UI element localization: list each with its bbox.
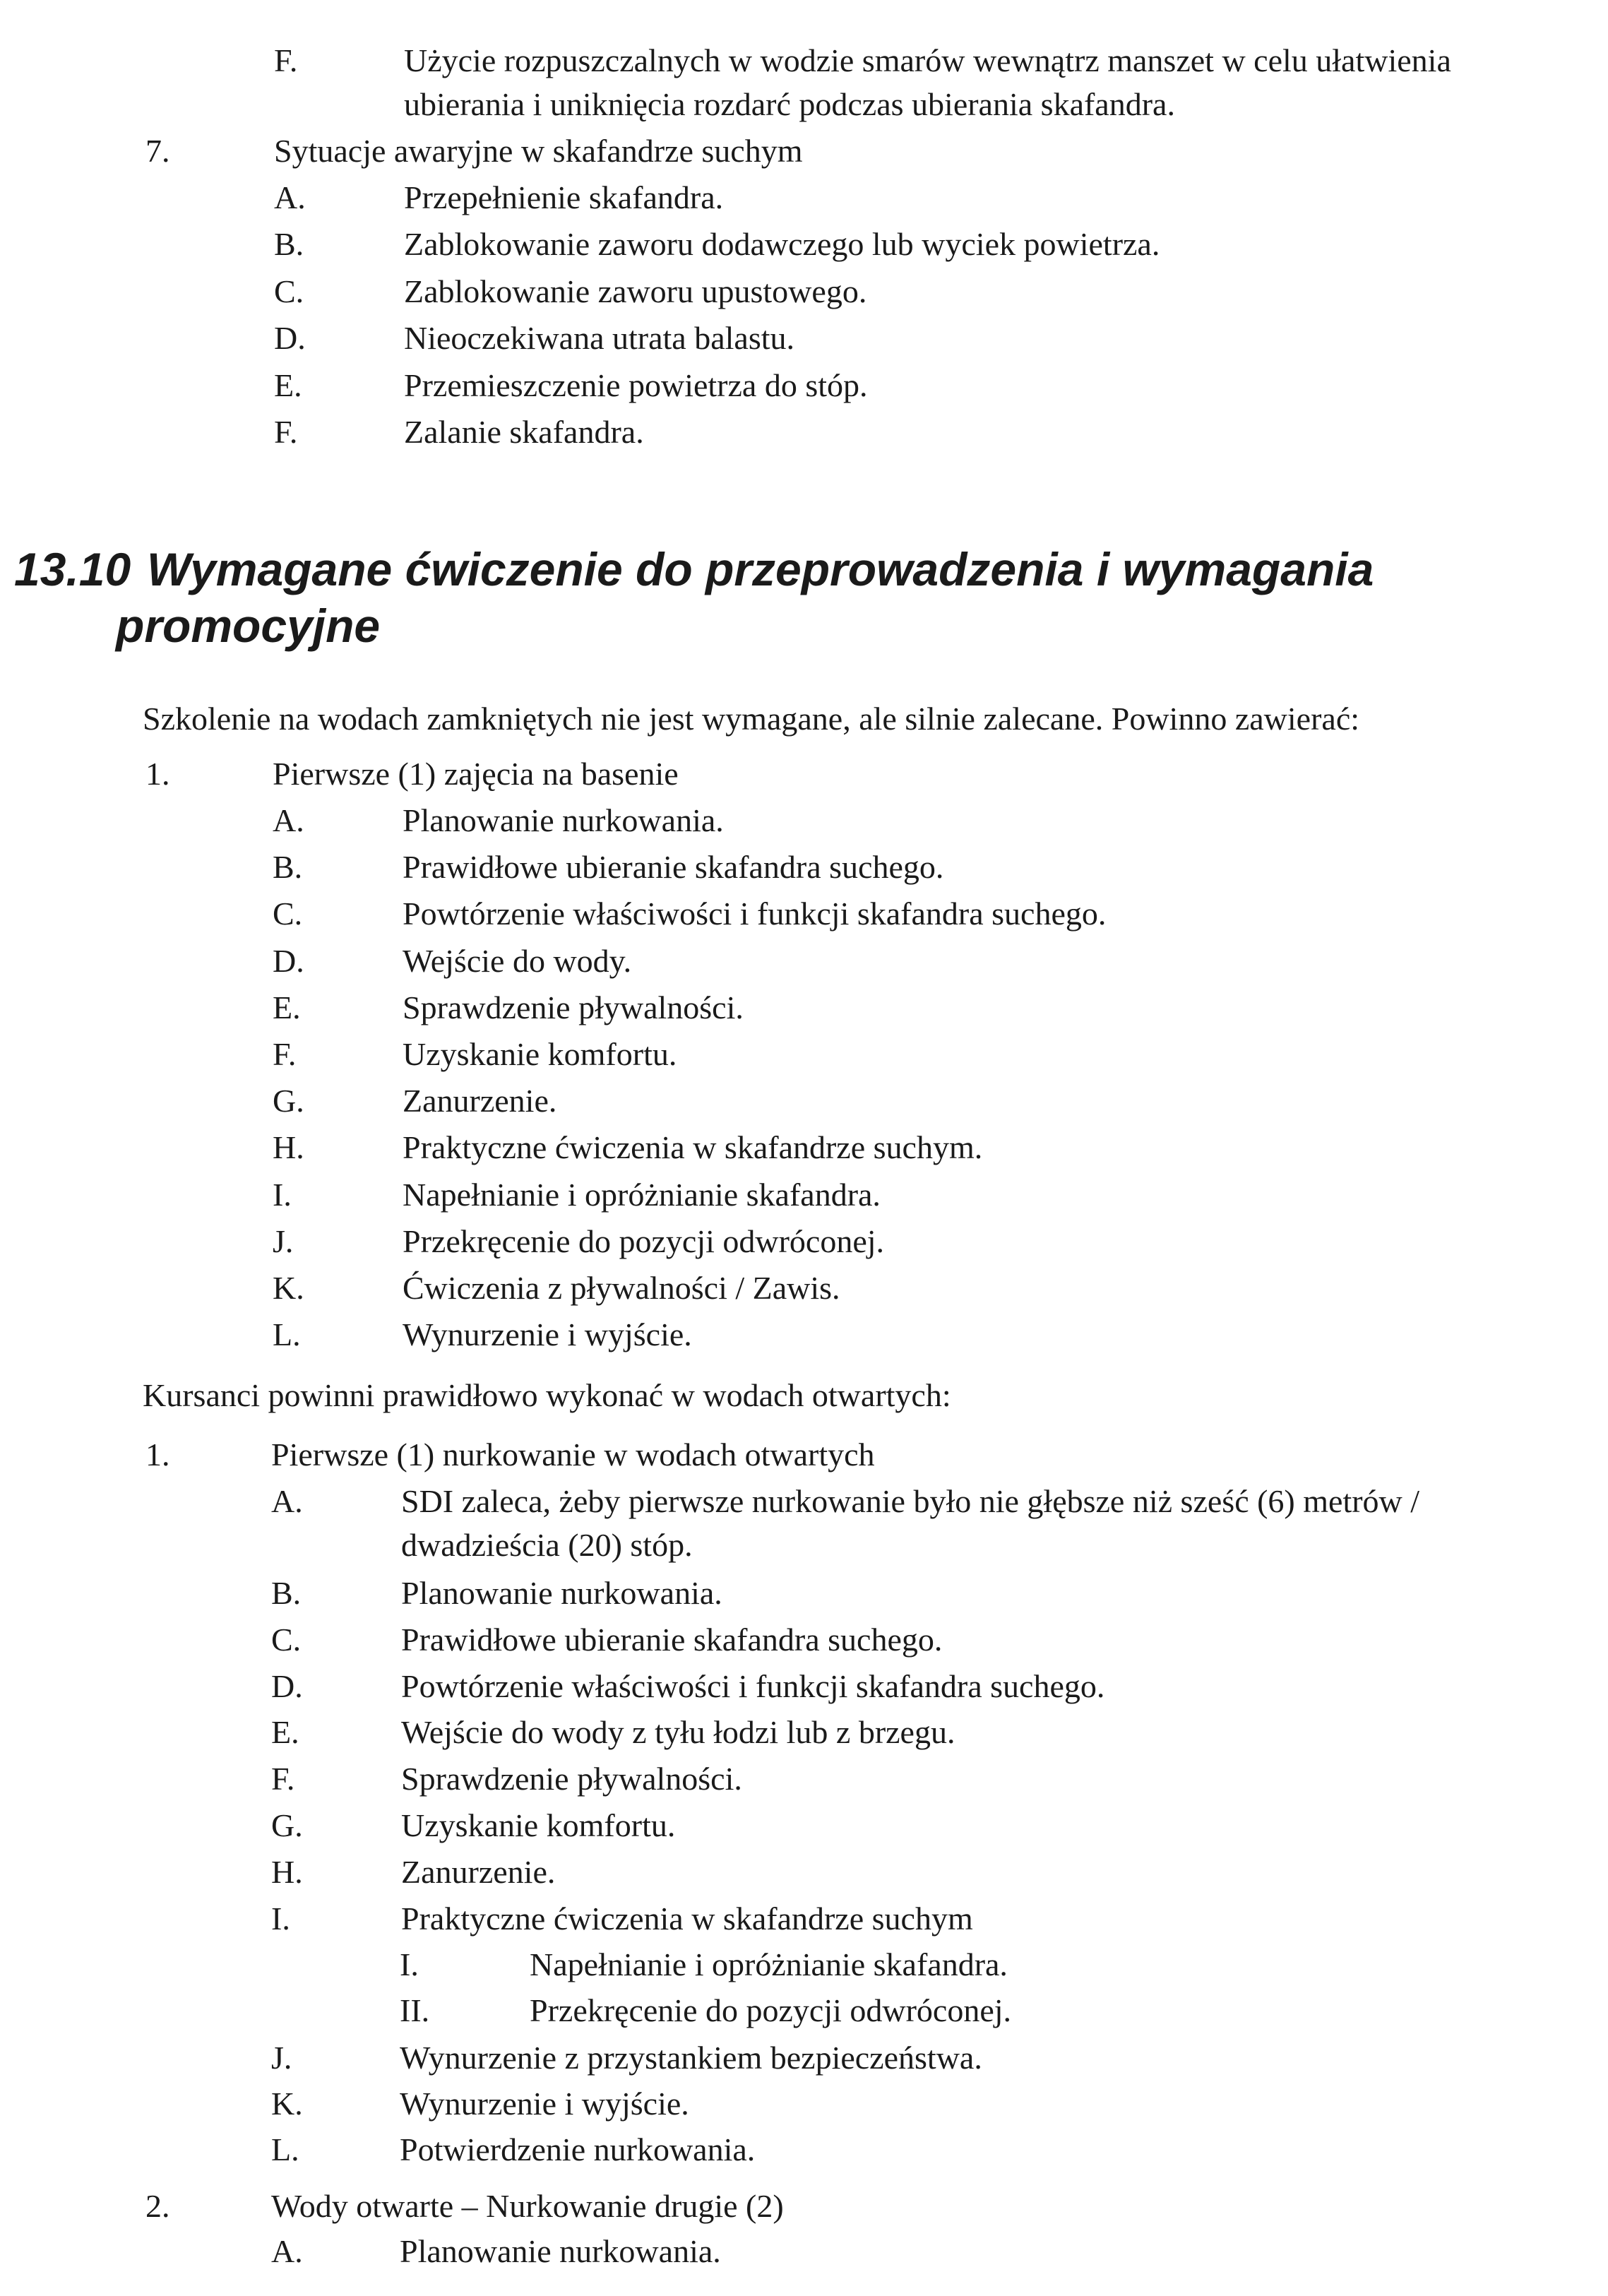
list-item (271, 1758, 1542, 1800)
item-label: C. (273, 896, 303, 932)
item-text: Użycie rozpuszczalnych w wodzie smarów wewnątrz manszet w celu ułatwienia (404, 42, 1451, 78)
item-label: H. (273, 1129, 304, 1166)
item-label: D. (274, 320, 306, 357)
list-item (271, 1804, 1542, 1847)
item-label: F. (271, 1761, 295, 1797)
list-item (274, 223, 1545, 266)
item-text: Zanurzenie. (403, 1083, 557, 1119)
item-text: Wynurzenie i wyjście. (400, 2086, 689, 2122)
item-label: B. (274, 226, 304, 263)
list-item (271, 1619, 1542, 1661)
list-item (145, 1434, 1417, 1476)
item-label: A. (273, 802, 304, 838)
item-text: Planowanie nurkowania. (401, 1575, 722, 1611)
item-label: G. (273, 1083, 304, 1119)
section-title: Wymagane ćwiczenie do przeprowadzenia i wymagania (147, 543, 1374, 595)
item-label: D. (273, 942, 304, 979)
section-title-continued: promocyjne (116, 600, 381, 652)
item-text: Prawidłowe ubieranie skafandra suchego. (401, 1621, 943, 1658)
item-text: Uzyskanie komfortu. (401, 1807, 676, 1843)
item-label: I. (271, 1900, 290, 1937)
item-text: Zablokowanie zaworu dodawczego lub wyciek powietrza. (404, 226, 1160, 263)
item-text: Zanurzenie. (401, 1853, 556, 1890)
item-label: L. (273, 1316, 301, 1353)
item-text: Zalanie skafandra. (404, 414, 644, 450)
list-item (271, 2230, 1542, 2273)
item-label: A. (274, 179, 306, 215)
item-label: II. (400, 1992, 430, 2028)
item-text: Uzyskanie komfortu. (403, 1036, 677, 1072)
item-number: 7. (145, 133, 170, 169)
list-item (271, 1480, 1585, 1568)
item-label: E. (271, 1714, 299, 1751)
list-item (274, 411, 1545, 453)
list-item (271, 1665, 1542, 1708)
list-item (274, 270, 1545, 313)
item-text: Nieoczekiwana utrata balastu. (404, 320, 795, 357)
item-label: H. (271, 1853, 303, 1890)
item-text: Przekręcenie do pozycji odwróconej. (403, 1223, 885, 1259)
item-label: C. (271, 1621, 302, 1658)
item-label: I. (273, 1176, 292, 1213)
list-item (274, 317, 1545, 359)
item-text: SDI zaleca, żeby pierwsze nurkowanie było nie głębsze niż sześć (6) metrów / (401, 1483, 1420, 1519)
item-text: Powtórzenie właściwości i funkcji skafandra suchego. (401, 1667, 1105, 1704)
item-text: Przepełnienie skafandra. (404, 179, 724, 215)
item-text: Wynurzenie i wyjście. (403, 1316, 692, 1353)
item-label: E. (273, 989, 301, 1025)
list-item (271, 1851, 1542, 1893)
list-item (145, 130, 1417, 172)
item-text: Przekręcenie do pozycji odwróconej. (530, 1992, 1012, 2028)
item-text: Ćwiczenia z pływalności / Zawis. (403, 1270, 840, 1306)
list-item (273, 1314, 1544, 1356)
item-text: Wynurzenie z przystankiem bezpieczeństwa. (400, 2040, 982, 2076)
item-text: Napełnianie i opróżnianie skafandra. (530, 1946, 1008, 1982)
list-item (273, 1080, 1544, 1122)
list-item (273, 893, 1544, 935)
item-text: Wejście do wody. (403, 942, 632, 979)
item-text: Planowanie nurkowania. (403, 802, 724, 838)
list-item (271, 1572, 1542, 1614)
paragraph: Kursanci powinni prawidłowo wykonać w wodach otwartych: (143, 1377, 951, 1413)
item-number: 1. (145, 756, 170, 792)
paragraph: Szkolenie na wodach zamkniętych nie jest wymagane, ale silnie zalecane. Powinno zawierać: (143, 701, 1360, 737)
item-label: J. (273, 1223, 294, 1259)
item-text: Praktyczne ćwiczenia w skafandrze suchym. (403, 1129, 983, 1166)
list-item (271, 2129, 1542, 2171)
item-text: Sprawdzenie pływalności. (403, 989, 744, 1025)
list-item (274, 40, 1580, 124)
list-item (145, 2185, 1417, 2227)
item-label: L. (271, 2131, 299, 2167)
list-item (271, 2083, 1542, 2125)
item-number: 1. (145, 1437, 170, 1473)
list-item (273, 1220, 1544, 1263)
list-item (273, 846, 1544, 888)
item-label: F. (274, 414, 298, 450)
item-label: D. (271, 1667, 303, 1704)
list-item (274, 177, 1545, 219)
item-label: G. (271, 1807, 303, 1843)
list-item (273, 799, 1544, 842)
item-text: Prawidłowe ubieranie skafandra suchego. (403, 849, 944, 886)
item-number: 2. (145, 2188, 170, 2224)
list-item (273, 1033, 1544, 1076)
list-item (273, 1267, 1544, 1309)
list-item (400, 1989, 1608, 2032)
item-text: Praktyczne ćwiczenia w skafandrze suchym (401, 1900, 973, 1937)
list-item (273, 940, 1544, 982)
item-text: Przemieszczenie powietrza do stóp. (404, 367, 868, 403)
item-label: I. (400, 1946, 419, 1982)
item-text: Sprawdzenie pływalności. (401, 1761, 742, 1797)
list-item (271, 1898, 1542, 1940)
item-text-continued: dwadzieścia (20) stóp. (401, 1527, 693, 1563)
item-label: F. (274, 42, 298, 78)
list-item (145, 753, 1417, 795)
section-number: 13.10 (14, 543, 131, 595)
item-label: A. (271, 2233, 303, 2269)
item-text: Zablokowanie zaworu upustowego. (404, 273, 867, 309)
item-text: Pierwsze (1) nurkowanie w wodach otwartych (271, 1437, 875, 1473)
item-text: Powtórzenie właściwości i funkcji skafandra suchego. (403, 896, 1107, 932)
list-item (273, 1174, 1544, 1216)
item-text: Planowanie nurkowania. (400, 2233, 721, 2269)
item-text-continued: ubierania i uniknięcia rozdarć podczas ubierania skafandra. (404, 86, 1175, 122)
item-text: Napełnianie i opróżnianie skafandra. (403, 1176, 881, 1213)
list-item (273, 987, 1544, 1029)
item-label: E. (274, 367, 302, 403)
item-label: J. (271, 2040, 292, 2076)
list-item (273, 1126, 1544, 1169)
list-item (271, 1711, 1542, 1754)
item-label: B. (273, 849, 303, 886)
item-label: K. (273, 1270, 304, 1306)
item-label: K. (271, 2086, 303, 2122)
item-text: Wody otwarte – Nurkowanie drugie (2) (271, 2188, 784, 2224)
list-item (271, 2037, 1542, 2079)
item-text: Sytuacje awaryjne w skafandrze suchym (274, 133, 803, 169)
item-text: Pierwsze (1) zajęcia na basenie (273, 756, 679, 792)
item-label: F. (273, 1036, 297, 1072)
item-label: A. (271, 1483, 303, 1519)
item-label: B. (271, 1575, 302, 1611)
item-text: Wejście do wody z tyłu łodzi lub z brzegu. (401, 1714, 955, 1751)
item-text: Potwierdzenie nurkowania. (400, 2131, 756, 2167)
list-item (400, 1944, 1608, 1986)
list-item (274, 364, 1545, 407)
item-label: C. (274, 273, 304, 309)
